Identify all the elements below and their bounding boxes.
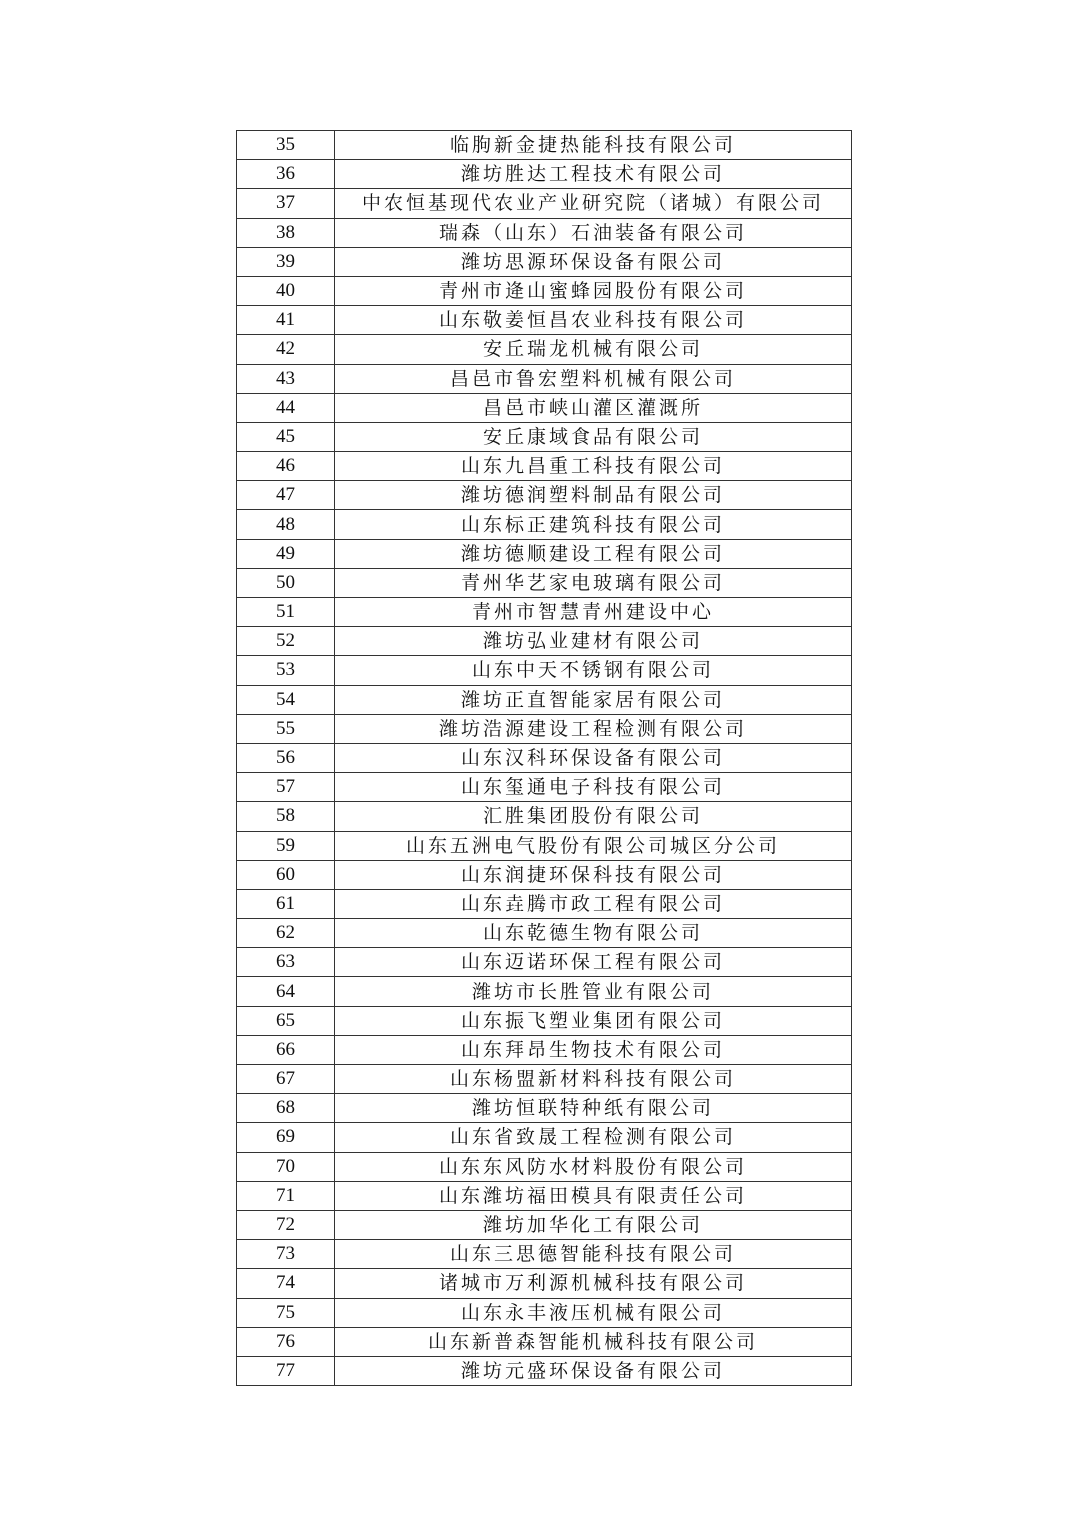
row-number: 59 xyxy=(237,831,335,860)
company-name: 中农恒基现代农业产业研究院（诸城）有限公司 xyxy=(335,189,852,218)
company-name: 山东永丰液压机械有限公司 xyxy=(335,1298,852,1327)
table-row xyxy=(237,452,852,481)
company-name: 安丘瑞龙机械有限公司 xyxy=(335,335,852,364)
table-row xyxy=(237,1298,852,1327)
row-number: 70 xyxy=(237,1152,335,1181)
company-name: 潍坊胜达工程技术有限公司 xyxy=(335,160,852,189)
company-name: 山东新普森智能机械科技有限公司 xyxy=(335,1327,852,1356)
row-number: 49 xyxy=(237,539,335,568)
table-row xyxy=(237,889,852,918)
company-name: 潍坊元盛环保设备有限公司 xyxy=(335,1356,852,1385)
table-row xyxy=(237,1006,852,1035)
row-number: 51 xyxy=(237,598,335,627)
row-number: 54 xyxy=(237,685,335,714)
company-name: 安丘康域食品有限公司 xyxy=(335,422,852,451)
table-row xyxy=(237,977,852,1006)
table-row xyxy=(237,539,852,568)
row-number: 58 xyxy=(237,802,335,831)
company-name: 山东垚腾市政工程有限公司 xyxy=(335,889,852,918)
row-number: 36 xyxy=(237,160,335,189)
row-number: 65 xyxy=(237,1006,335,1035)
row-number: 62 xyxy=(237,919,335,948)
table-row xyxy=(237,773,852,802)
row-number: 45 xyxy=(237,422,335,451)
company-name: 山东三思德智能科技有限公司 xyxy=(335,1240,852,1269)
company-name: 潍坊市长胜管业有限公司 xyxy=(335,977,852,1006)
table-row xyxy=(237,335,852,364)
row-number: 38 xyxy=(237,218,335,247)
company-name: 潍坊加华化工有限公司 xyxy=(335,1210,852,1239)
table-row xyxy=(237,1181,852,1210)
company-name: 潍坊弘业建材有限公司 xyxy=(335,627,852,656)
table-row xyxy=(237,218,852,247)
table-row xyxy=(237,510,852,539)
company-name: 山东敬姜恒昌农业科技有限公司 xyxy=(335,306,852,335)
row-number: 61 xyxy=(237,889,335,918)
row-number: 55 xyxy=(237,714,335,743)
company-name: 山东五洲电气股份有限公司城区分公司 xyxy=(335,831,852,860)
row-number: 74 xyxy=(237,1269,335,1298)
row-number: 52 xyxy=(237,627,335,656)
company-name: 昌邑市峡山灌区灌溉所 xyxy=(335,393,852,422)
company-name: 瑞森（山东）石油装备有限公司 xyxy=(335,218,852,247)
row-number: 67 xyxy=(237,1065,335,1094)
table-row xyxy=(237,831,852,860)
company-name: 山东中天不锈钢有限公司 xyxy=(335,656,852,685)
company-name: 昌邑市鲁宏塑料机械有限公司 xyxy=(335,364,852,393)
company-name: 山东东风防水材料股份有限公司 xyxy=(335,1152,852,1181)
table-row xyxy=(237,568,852,597)
table-row xyxy=(237,364,852,393)
row-number: 77 xyxy=(237,1356,335,1385)
table-row xyxy=(237,131,852,160)
row-number: 76 xyxy=(237,1327,335,1356)
table-row xyxy=(237,422,852,451)
table-row xyxy=(237,743,852,772)
row-number: 43 xyxy=(237,364,335,393)
table-row xyxy=(237,919,852,948)
table-row xyxy=(237,1269,852,1298)
row-number: 73 xyxy=(237,1240,335,1269)
table-row xyxy=(237,1065,852,1094)
company-list-body xyxy=(237,131,852,1386)
company-name: 潍坊恒联特种纸有限公司 xyxy=(335,1094,852,1123)
company-name: 山东九昌重工科技有限公司 xyxy=(335,452,852,481)
row-number: 48 xyxy=(237,510,335,539)
company-name: 青州市智慧青州建设中心 xyxy=(335,598,852,627)
row-number: 68 xyxy=(237,1094,335,1123)
company-name: 山东乾德生物有限公司 xyxy=(335,919,852,948)
table-row xyxy=(237,685,852,714)
row-number: 60 xyxy=(237,860,335,889)
row-number: 72 xyxy=(237,1210,335,1239)
row-number: 47 xyxy=(237,481,335,510)
table-row xyxy=(237,393,852,422)
row-number: 63 xyxy=(237,948,335,977)
company-name: 山东潍坊福田模具有限责任公司 xyxy=(335,1181,852,1210)
row-number: 75 xyxy=(237,1298,335,1327)
company-name: 山东润捷环保科技有限公司 xyxy=(335,860,852,889)
row-number: 37 xyxy=(237,189,335,218)
company-name: 山东标正建筑科技有限公司 xyxy=(335,510,852,539)
company-name: 诸城市万利源机械科技有限公司 xyxy=(335,1269,852,1298)
table-row xyxy=(237,1123,852,1152)
table-row xyxy=(237,189,852,218)
company-name: 山东拜昂生物技术有限公司 xyxy=(335,1035,852,1064)
row-number: 53 xyxy=(237,656,335,685)
row-number: 57 xyxy=(237,773,335,802)
row-number: 71 xyxy=(237,1181,335,1210)
table-row xyxy=(237,276,852,305)
row-number: 40 xyxy=(237,276,335,305)
table-row xyxy=(237,948,852,977)
company-name: 潍坊正直智能家居有限公司 xyxy=(335,685,852,714)
company-name: 潍坊浩源建设工程检测有限公司 xyxy=(335,714,852,743)
company-name: 青州华艺家电玻璃有限公司 xyxy=(335,568,852,597)
company-name: 潍坊德顺建设工程有限公司 xyxy=(335,539,852,568)
company-name: 山东振飞塑业集团有限公司 xyxy=(335,1006,852,1035)
table-row xyxy=(237,247,852,276)
row-number: 50 xyxy=(237,568,335,597)
row-number: 39 xyxy=(237,247,335,276)
row-number: 69 xyxy=(237,1123,335,1152)
company-name: 山东杨盟新材料科技有限公司 xyxy=(335,1065,852,1094)
table-row xyxy=(237,1035,852,1064)
row-number: 56 xyxy=(237,743,335,772)
table-row xyxy=(237,481,852,510)
table-row xyxy=(237,1210,852,1239)
table-row xyxy=(237,1094,852,1123)
company-name: 山东省致晟工程检测有限公司 xyxy=(335,1123,852,1152)
company-name: 青州市逄山蜜蜂园股份有限公司 xyxy=(335,276,852,305)
company-name: 临朐新金捷热能科技有限公司 xyxy=(335,131,852,160)
company-name: 山东玺通电子科技有限公司 xyxy=(335,773,852,802)
row-number: 42 xyxy=(237,335,335,364)
row-number: 64 xyxy=(237,977,335,1006)
table-row xyxy=(237,160,852,189)
table-row xyxy=(237,1240,852,1269)
company-name: 山东迈诺环保工程有限公司 xyxy=(335,948,852,977)
table-row xyxy=(237,598,852,627)
company-name: 潍坊思源环保设备有限公司 xyxy=(335,247,852,276)
row-number: 46 xyxy=(237,452,335,481)
table-row xyxy=(237,860,852,889)
table-row xyxy=(237,656,852,685)
table-row xyxy=(237,802,852,831)
company-name: 山东汉科环保设备有限公司 xyxy=(335,743,852,772)
company-name: 潍坊德润塑料制品有限公司 xyxy=(335,481,852,510)
table-row xyxy=(237,1152,852,1181)
table-row xyxy=(237,306,852,335)
table-row xyxy=(237,1356,852,1385)
table-row xyxy=(237,714,852,743)
company-list-table xyxy=(236,130,852,1386)
row-number: 41 xyxy=(237,306,335,335)
row-number: 35 xyxy=(237,131,335,160)
table-row xyxy=(237,1327,852,1356)
row-number: 44 xyxy=(237,393,335,422)
table-row xyxy=(237,627,852,656)
company-name: 汇胜集团股份有限公司 xyxy=(335,802,852,831)
row-number: 66 xyxy=(237,1035,335,1064)
